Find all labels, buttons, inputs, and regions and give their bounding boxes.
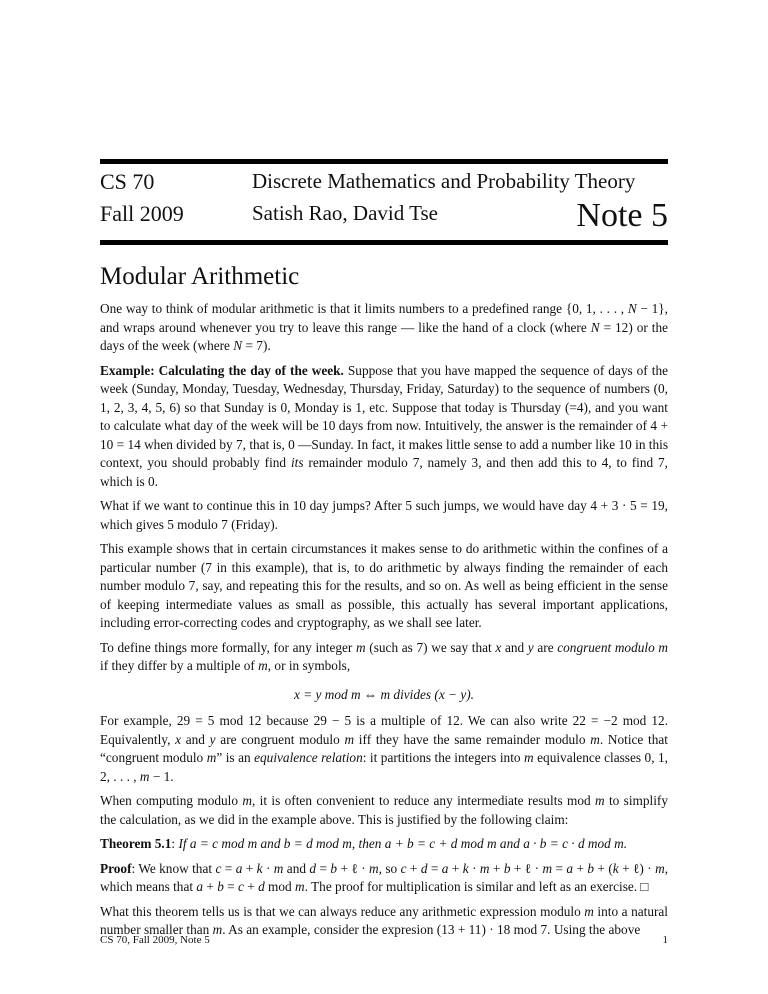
text-run: When computing modulo xyxy=(100,793,243,808)
header-top-rule xyxy=(100,159,668,164)
course-authors: Satish Rao, David Tse xyxy=(252,201,438,225)
italic-text: b xyxy=(587,860,595,876)
text-run: remainder modulo 7, namely 3, and then add this to 4, to find 7, which is 0. xyxy=(100,455,668,489)
text-run: . The proof for multiplication is similar and left as an exercise. □ xyxy=(304,879,649,894)
text-run: · xyxy=(468,860,480,876)
text-run: . Notice that “congruent modulo xyxy=(100,731,668,765)
text-run: One way to think of modular arithmetic is that it limits numbers to a predefined range {0, 1, . . . , xyxy=(100,301,628,316)
text-run: equivalence classes 0, 1, 2, . . . , xyxy=(100,750,668,784)
text-run: = 12) or the days of the week (where xyxy=(100,319,668,353)
italic-text: m xyxy=(524,750,534,765)
paragraph xyxy=(100,300,668,356)
text-run: − 1}, and wraps around whenever you try to leave this range — like the hand of a clock (where xyxy=(100,301,668,335)
text-run: = xyxy=(221,860,236,876)
italic-text: k xyxy=(256,860,263,876)
text-run: into a natural number smaller than xyxy=(100,903,668,937)
text-run: = xyxy=(223,879,239,894)
text-run: , it is often convenient to reduce any intermediate results mod xyxy=(251,793,595,808)
text-run: and xyxy=(501,639,528,655)
italic-text: y xyxy=(527,639,534,655)
text-run: What if we want to continue this in 10 day jumps? After 5 such jumps, we would have day 4 + 3 · 5 = 19, which gives 5 modulo 7 (Friday). xyxy=(100,498,668,532)
example-paragraph xyxy=(100,362,668,492)
italic-text: equivalence relation xyxy=(254,750,363,765)
italic-text: m xyxy=(356,639,366,655)
italic-text: m xyxy=(139,768,150,784)
italic-text: k xyxy=(612,860,619,876)
italic-text: x xyxy=(175,731,182,747)
italic-text: m xyxy=(295,879,305,894)
italic-text: m xyxy=(542,860,553,876)
italic-text: m xyxy=(212,922,223,937)
text-run: iff they have the same remainder modulo xyxy=(354,731,591,747)
note-number: Note 5 xyxy=(576,197,668,234)
text-run: = 7). xyxy=(242,338,271,353)
text-run: For example, 29 = 5 mod 12 because 29 − 5 is a multiple of 12. We can also write 22 = −2 mod 12. Equivalently, xyxy=(100,713,668,747)
italic-text: m xyxy=(655,860,665,876)
text-run: + xyxy=(489,860,504,876)
italic-text: c xyxy=(215,860,222,876)
italic-text: b xyxy=(330,860,338,876)
text-run: + xyxy=(242,860,257,876)
course-term: Fall 2009 xyxy=(100,201,184,226)
text-run: , so xyxy=(378,860,401,876)
paragraph xyxy=(100,540,668,633)
italic-text: b xyxy=(503,860,511,876)
text-run: , which means that xyxy=(100,860,669,894)
text-run: : We know that xyxy=(131,860,216,876)
text-run: − 1. xyxy=(149,768,174,784)
italic-text: c xyxy=(238,879,244,894)
text-run: . As an example, consider the expresion (13 + 11) · 18 mod 7. Using the above xyxy=(222,922,641,937)
text-run: and xyxy=(283,860,310,876)
text-run: = xyxy=(316,860,331,876)
italic-text: N xyxy=(233,338,243,353)
italic-text: d xyxy=(258,879,265,894)
paragraph xyxy=(100,497,668,534)
italic-text: m xyxy=(584,903,594,919)
body-text xyxy=(100,300,668,946)
text-run: + ℓ) · xyxy=(618,860,656,876)
text-run: , or in symbols, xyxy=(267,658,351,673)
text-run: + xyxy=(203,879,218,894)
text-run: = xyxy=(427,860,442,876)
course-code: CS 70 xyxy=(100,169,155,194)
text-run: Suppose that you have mapped the sequence of days of the week (Sunday, Monday, Tuesday, Wednesday, Thursday, Friday, Saturday) to the sequence of numbers (0, 1, 2, 3, 4, 5, 6) so that Sunday is 0, Monday is 1, etc. Suppose that today is Thursday (=4), and you want to calculate what day of the week will be 10 days from now. Intuitively, the answer is the remainder of 4 + 10 = 14 when divided by 7, that is, 0 —Sunday. In fact, it makes little sense to add a number like 10 in this context, you should probably find xyxy=(100,362,669,470)
italic-text: b xyxy=(217,879,224,894)
text-run: ” is an xyxy=(216,750,255,765)
congruence-equation: x = y mod m ⇔ m divides (x − y). xyxy=(293,686,475,702)
text-run: + xyxy=(406,860,421,876)
italic-text: m xyxy=(594,793,605,808)
italic-text: m xyxy=(258,658,268,673)
bold-text: Theorem 5.1 xyxy=(100,836,172,851)
italic-text: a xyxy=(441,860,449,876)
text-run: + xyxy=(573,860,588,876)
text-run: + ℓ · xyxy=(337,860,370,876)
italic-text: d xyxy=(420,860,428,876)
text-run: if they differ by a multiple of xyxy=(100,658,259,673)
italic-text: m xyxy=(590,731,600,747)
text-run: : xyxy=(171,836,179,851)
italic-text: m xyxy=(369,860,379,876)
italic-text: c xyxy=(400,860,407,876)
italic-text: m xyxy=(242,793,252,808)
section-title: Modular Arithmetic xyxy=(100,263,300,290)
italic-text: a xyxy=(235,860,243,876)
italic-text: k xyxy=(462,860,469,876)
text-run: This example shows that in certain circumstances it makes sense to do arithmetic within the confines of a particular number (7 in this example), that is, to do arithmetic by always finding the remainder of each number modulo 7, say, and repeating this for the results, and so on. As well as being efficient in the sense of keeping intermediate values as small as possible, this actually has several important applications, including error-correcting codes and cryptography, as we shall see later. xyxy=(100,541,668,630)
proof xyxy=(100,860,668,897)
text-run: What this theorem tells us is that we can always reduce any arithmetic expression modulo xyxy=(100,903,585,919)
italic-text: its xyxy=(290,455,304,470)
text-run: + xyxy=(243,879,259,894)
text-run: to simplify the calculation, as we did in the example above. This is justified by the following claim: xyxy=(100,793,668,827)
bold-text: Example: Calculating the day of the week. xyxy=(100,362,344,378)
italic-text: d xyxy=(309,860,317,876)
italic-text: If a = c mod m and b = d mod m, then a + b = c + d mod m and a · b = c · d mod m. xyxy=(178,836,628,851)
italic-text: N xyxy=(627,301,637,316)
text-run: + xyxy=(448,860,463,876)
theorem xyxy=(100,835,668,854)
text-run: are congruent modulo xyxy=(215,731,345,747)
text-run: mod xyxy=(264,879,296,894)
paragraph xyxy=(100,712,668,786)
text-run: (such as 7) we say that xyxy=(365,639,496,655)
italic-text: a xyxy=(566,860,574,876)
italic-text: m xyxy=(344,731,355,747)
bold-text: Proof xyxy=(100,860,132,876)
footer-label: CS 70, Fall 2009, Note 5 xyxy=(100,934,210,946)
paragraph xyxy=(100,639,668,676)
italic-text: m xyxy=(479,860,490,876)
text-run: are xyxy=(533,639,558,655)
course-title: Discrete Mathematics and Probability Theory xyxy=(252,169,636,193)
italic-text: congruent modulo m xyxy=(557,639,668,655)
page-number: 1 xyxy=(662,934,668,946)
text-run: To define things more formally, for any integer xyxy=(100,639,357,655)
text-run: · xyxy=(262,860,274,876)
text-run: + ℓ · xyxy=(510,860,543,876)
italic-text: m xyxy=(273,860,284,876)
text-run: = xyxy=(552,860,567,876)
italic-text: m xyxy=(206,750,217,765)
italic-text: y xyxy=(209,731,216,747)
header-bottom-rule xyxy=(100,240,668,245)
text-run: + ( xyxy=(594,860,613,876)
italic-text: N xyxy=(590,319,600,335)
paragraph xyxy=(100,792,668,829)
text-run: and xyxy=(181,731,210,747)
italic-text: x xyxy=(495,639,502,655)
italic-text: a xyxy=(196,879,204,894)
text-run: : it partitions the integers into xyxy=(362,750,525,765)
